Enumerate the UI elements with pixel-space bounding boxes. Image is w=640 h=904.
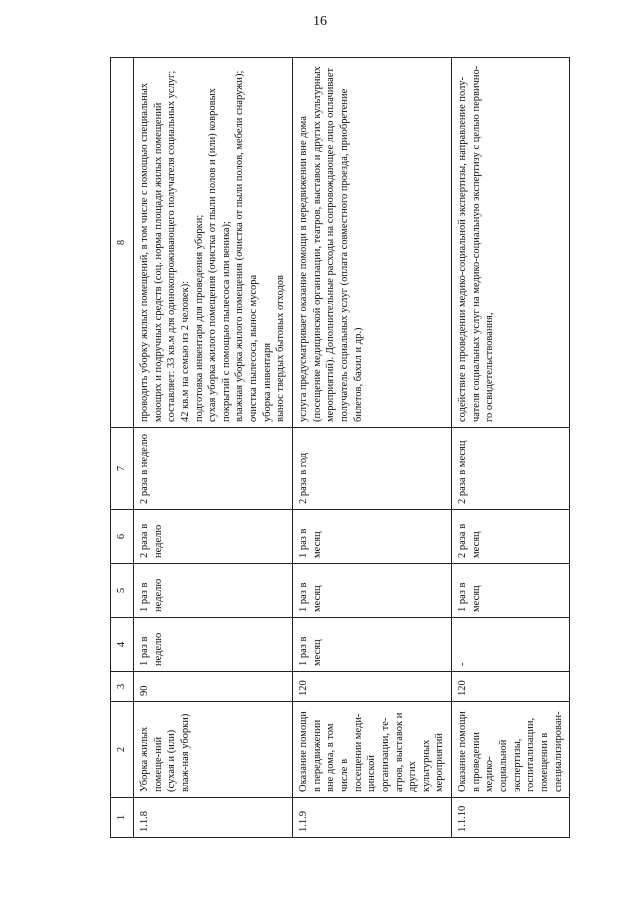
service-name: Оказание помощи в проведении медико-социальной экспертизы, госпитализации, помещении в специализирован- (452, 702, 570, 798)
time-norm: 90 (134, 672, 293, 702)
services-table (110, 57, 570, 838)
description-line: вынос твердых бытовых отходов (275, 275, 287, 422)
frequency-col7: 2 раза в неделю (134, 428, 293, 510)
description-line: уборка инвентаря (261, 342, 273, 422)
header-cell: 2 (111, 702, 134, 798)
header-cell: 5 (111, 564, 134, 618)
rotated-table (110, 58, 570, 838)
description-line: содействие в проведении медико-социальной экспертизы, направление получателя социальных услуг на медико-социальную экспертизу с целью первичного освидетельствования, (457, 65, 496, 422)
service-code: 1.1.10 (452, 798, 570, 838)
service-description (293, 58, 452, 428)
frequency-col7: 2 раза в год (293, 428, 452, 510)
time-norm: 120 (293, 672, 452, 702)
header-cell: 6 (111, 510, 134, 564)
header-row (111, 58, 134, 838)
table-row (134, 58, 293, 838)
frequency-col4: - (452, 618, 570, 672)
frequency-col5: 1 раз в неделю (134, 564, 293, 618)
description-line: услуга предусматривает оказание помощи в передвижении вне дома (посещение медицинской организации, театров, выставок и других культурных мероприятий). Дополнительные расходы на сопровождающее лицо оплачивает получатель социальных услуг (оплата совместного проезда, приобретение билетов, бахил и др.) (298, 66, 364, 422)
frequency-col6: 2 раза в месяц (452, 510, 570, 564)
service-name: Оказание помощи в передвижении вне дома, в том числе в посещении медицинской организации, театров, выставок и других культурных мероприятий (293, 702, 452, 798)
service-code: 1.1.8 (134, 798, 293, 838)
frequency-col7: 2 раза в месяц (452, 428, 570, 510)
time-norm: 120 (452, 672, 570, 702)
page-number: 16 (313, 14, 327, 29)
table-row (293, 58, 452, 838)
header-cell: 3 (111, 672, 134, 702)
frequency-col6: 1 раз в месяц (293, 510, 452, 564)
description-line: сухая уборка жилого помещения (очистка от пыли полов и (или) ковровых покрытий с помощью пылесоса или веника); (207, 88, 232, 422)
frequency-col5: 1 раз в месяц (293, 564, 452, 618)
header-cell: 7 (111, 428, 134, 510)
description-line: влажная уборка жилого помещения (очистка от пыли полов, мебели снаружи); (234, 70, 246, 422)
description-line: очистка пылесоса, вынос мусора (248, 274, 260, 422)
service-code: 1.1.9 (293, 798, 452, 838)
frequency-col5: 1 раз в месяц (452, 564, 570, 618)
header-cell: 4 (111, 618, 134, 672)
description-line: проводить уборку жилых помещений, в том числе с помощью специальных моющих и подручных средств (соц. норма площади жилых помещений составляет: 33 кв.м для одинокопроживающего получателя социальных услуг; 42 кв.м на семью из 2 человек): (139, 70, 191, 422)
frequency-col6: 2 раза в неделю (134, 510, 293, 564)
frequency-col4: 1 раз в месяц (293, 618, 452, 672)
header-cell: 1 (111, 798, 134, 838)
header-cell: 8 (111, 58, 134, 428)
service-description (452, 58, 570, 428)
service-name: Уборка жилых помеще-ний (сухая и (или) влаж-ная уборки) (134, 702, 293, 798)
frequency-col4: 1 раз в неделю (134, 618, 293, 672)
service-description (134, 58, 293, 428)
table-row (452, 58, 570, 838)
description-line: подготовка инвентаря для проведения уборки; (193, 214, 205, 422)
services-table-container (110, 58, 570, 838)
